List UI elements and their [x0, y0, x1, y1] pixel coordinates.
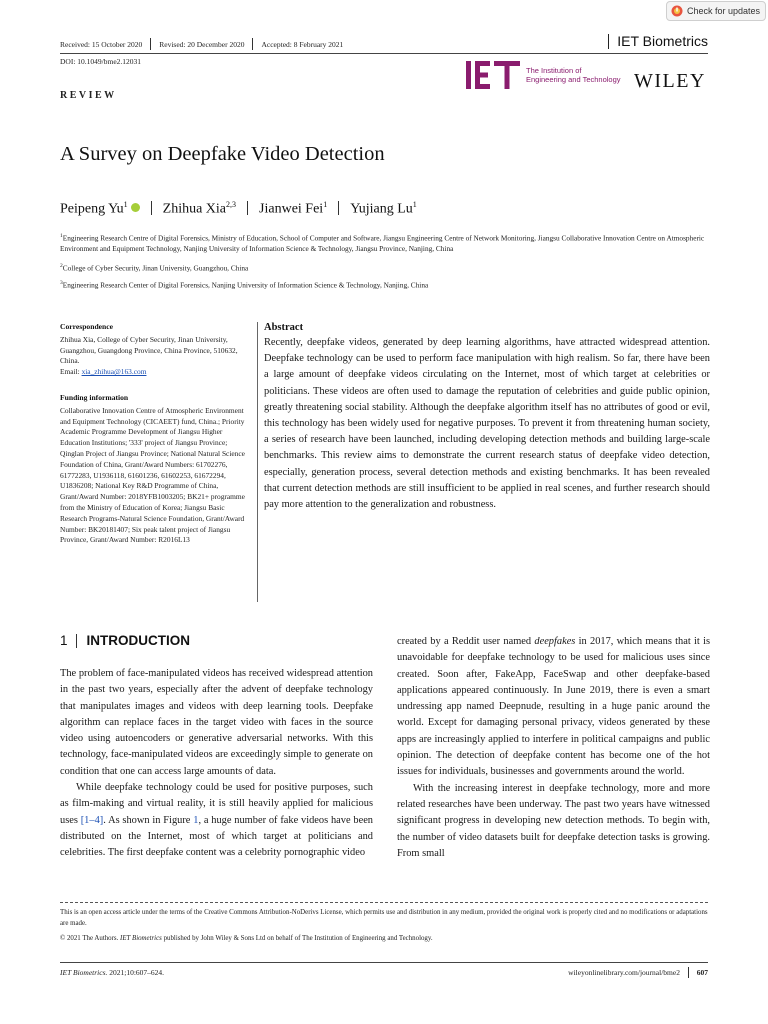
article-title: A Survey on Deepfake Video Detection: [60, 143, 385, 165]
correspondence-text: Zhihua Xia, College of Cyber Security, Jinan University, Guangzhou, Guangdong Province, China Province, 510632, China.: [60, 334, 238, 366]
body-column-left: [60, 666, 373, 862]
revised-date: Revised: 20 December 2020: [159, 39, 245, 49]
body-column-right: [397, 634, 710, 862]
author[interactable]: Zhihua Xia$^{2,3}$: [162, 200, 237, 217]
article-type: REVIEW: [60, 90, 117, 101]
divider: [252, 38, 253, 50]
correspondence-block: [60, 322, 250, 378]
section-number: 1: [60, 633, 68, 648]
license-note: This is an open access article under the terms of the Creative Commons Attribution-NoDerivs License, which permits use and distribution in any medium, provided the original work is properly cited and no modifications or adaptations are made.: [60, 909, 708, 927]
iet-name-line1: The Institution of: [526, 66, 582, 75]
divider: [338, 201, 339, 215]
divider: [76, 634, 77, 648]
divider: [608, 34, 609, 49]
author[interactable]: Peipeng Yu$^1$: [60, 200, 128, 217]
correspondence-email: Email: xia_zhihua@163.com: [60, 367, 147, 377]
funding-heading: Funding information: [60, 392, 129, 402]
email-link[interactable]: xia_zhihua@163.com: [81, 367, 147, 377]
footer-rule: [60, 962, 708, 963]
author-list: [60, 199, 417, 218]
page-number: 607: [696, 968, 708, 977]
paragraph: With the increasing interest in deepfake technology, more and more related researches have been underway. The past two years have witnessed significant progress in developing new detection methods. To begin with, the number of video datasets built for deepfake detection tasks is growing. From small: [397, 782, 710, 859]
paragraph: The problem of face-manipulated videos has received widespread attention in the past two years, especially after the advent of deepfake technology that manipulates images and videos with deep learning tools. Deepfake algorithm can replace faces in the target video with faces in the source video using autoencoders or generative adversarial networks. With this technology, face-manipulated videos are exceedingly simple to generate on condition that one can access large amounts of data.: [60, 668, 373, 777]
affiliation: $^3$Engineering Research Center of Digital Forensics, Nanjing University of Information Science & Technology, Nanjing, China: [60, 280, 429, 290]
wiley-logo: WILEY: [634, 70, 706, 92]
sidebar-divider: [257, 322, 258, 602]
check-for-updates-button[interactable]: [666, 1, 766, 21]
divider: [688, 967, 689, 978]
affiliation: $^1$Engineering Research Centre of Digital Forensics, Ministry of Education, School of Computer and Software, Jiangsu Engineering Centre of Network Monitoring, Jiangsu Collaborative Innovation Centre on Atmospheric Environment and Equipment Technology, Nanjing University of Information Science & Technology, Jiangsu Province, Nanjing, China: [60, 233, 705, 254]
citation-link[interactable]: [1–4]: [80, 814, 104, 826]
article-sidebar: [60, 322, 250, 561]
abstract-text: Recently, deepfake videos, generated by deep learning algorithms, have attracted widespread attention. Deepfake technology can be used to perform face manipulation with high realism. So far, there have been a large amount of deepfake videos circulating on the Internet, most of which target at celebrities or politicians. These videos are often used to damage the reputation of celebrities and guide public opinion, greatly threatening social stability. Although the deepfake algorithm itself has no attributes of good or evil, this technology has been widely used for negative purposes. To prevent it from threatening human society, a series of research have been launched, including developing detection methods and building large-scale benchmarks. This review aims to demonstrate the current research status of deepfake video detection, especially, generation process, several detection methods and existing benchmarks. It has been revealed that current detection methods are still insufficient to be applied in real scenes, and further research should pay more attention to the generalization and robustness.: [264, 337, 710, 511]
update-badge-icon: [671, 5, 683, 17]
journal-title: IET Biometrics: [617, 33, 708, 49]
funding-text: Collaborative Innovation Centre of Atmospheric Environment and Equipment Technology (CICAEET) fund, China.; Priority Academic Programme Development of Jiangsu Higher Education Institutions; '333' project of Jiangsu Province; Qinglan Project of Jiangsu Province; National Natural Science Foundation of China, Grant/Award Numbers: 61702276, 61772283, U1936118, 61601236, 61602253, 61672294, U1836208; National Key R&D Programme of China, Grant/Award Number: 2018YFB1003205; BK21+ programme from the Ministry of Education of Korea; Jiangsu Basic Research Programs-Natural Science Foundation, Grant/Award Number: BK20181407; Six peak talent project of Jiangsu Province, Grant/Award Number: R2016L13: [60, 405, 245, 545]
dates-bar: [60, 38, 343, 50]
section-title: INTRODUCTION: [86, 633, 191, 648]
divider: [150, 38, 151, 50]
header-rule: [60, 53, 708, 54]
abstract: [264, 321, 710, 513]
section-heading: [60, 633, 190, 648]
iet-name: [526, 66, 621, 84]
journal-name: [608, 33, 708, 49]
journal-url[interactable]: wileyonlinelibrary.com/journal/bme2: [568, 968, 680, 977]
iet-name-line2: Engineering and Technology: [526, 75, 621, 84]
iet-mark-icon: [466, 61, 520, 89]
abstract-heading: Abstract: [264, 322, 304, 333]
paragraph: While deepfake technology could be used for positive purposes, such as film-making and virtual reality, it is still heavily applied for malicious uses [1–4]. As shown in Figure 1, a huge number of fake videos have been distributed on the Internet, most of which target at politicians and celebrities. The first deepfake content was a celebrity pornographic video: [60, 782, 373, 859]
orcid-icon[interactable]: [131, 203, 140, 212]
footer-right: [568, 967, 708, 978]
affiliation: $^2$College of Cyber Security, Jinan University, Guangzhou, China: [60, 263, 249, 273]
correspondence-heading: Correspondence: [60, 322, 114, 331]
figure-link[interactable]: 1: [193, 814, 199, 826]
accepted-date: Accepted: 8 February 2021: [261, 39, 344, 49]
author[interactable]: Yujiang Lu$^1$: [350, 200, 417, 217]
footnote-rule: [60, 902, 708, 903]
paragraph: created by a Reddit user named deepfakes in 2017, which means that it is unavoidable for deepfake technology to be used for malicious uses since created. Soon after, FakeApp, FaceSwap and other deepfake-based applications appeared continuously. In June 2019, there is even a smart undressing app named Deepnude, resulting in a huge panic around the world. Except for damaging personal privacy, videos generated by these apps are increasingly applied to interfere in political campaigns and public opinion. The detection of deepfake content has become one of the hot issues for individuals, businesses and governments around the world.: [397, 636, 710, 778]
check-for-updates-label: Check for updates: [687, 6, 761, 16]
citation-line: IET Biometrics. 2021;10:607–624.: [60, 968, 165, 977]
author[interactable]: Jianwei Fei$^1$: [259, 200, 328, 217]
received-date: Received: 15 October 2020: [60, 39, 143, 49]
divider: [247, 201, 248, 215]
iet-logo: [466, 61, 621, 89]
copyright-note: © 2021 The Authors. IET Biometrics published by John Wiley & Sons Ltd on behalf of The Institution of Engineering and Technology.: [60, 935, 433, 942]
divider: [151, 201, 152, 215]
doi[interactable]: DOI: 10.1049/bme2.12031: [60, 57, 142, 66]
funding-block: [60, 393, 250, 546]
